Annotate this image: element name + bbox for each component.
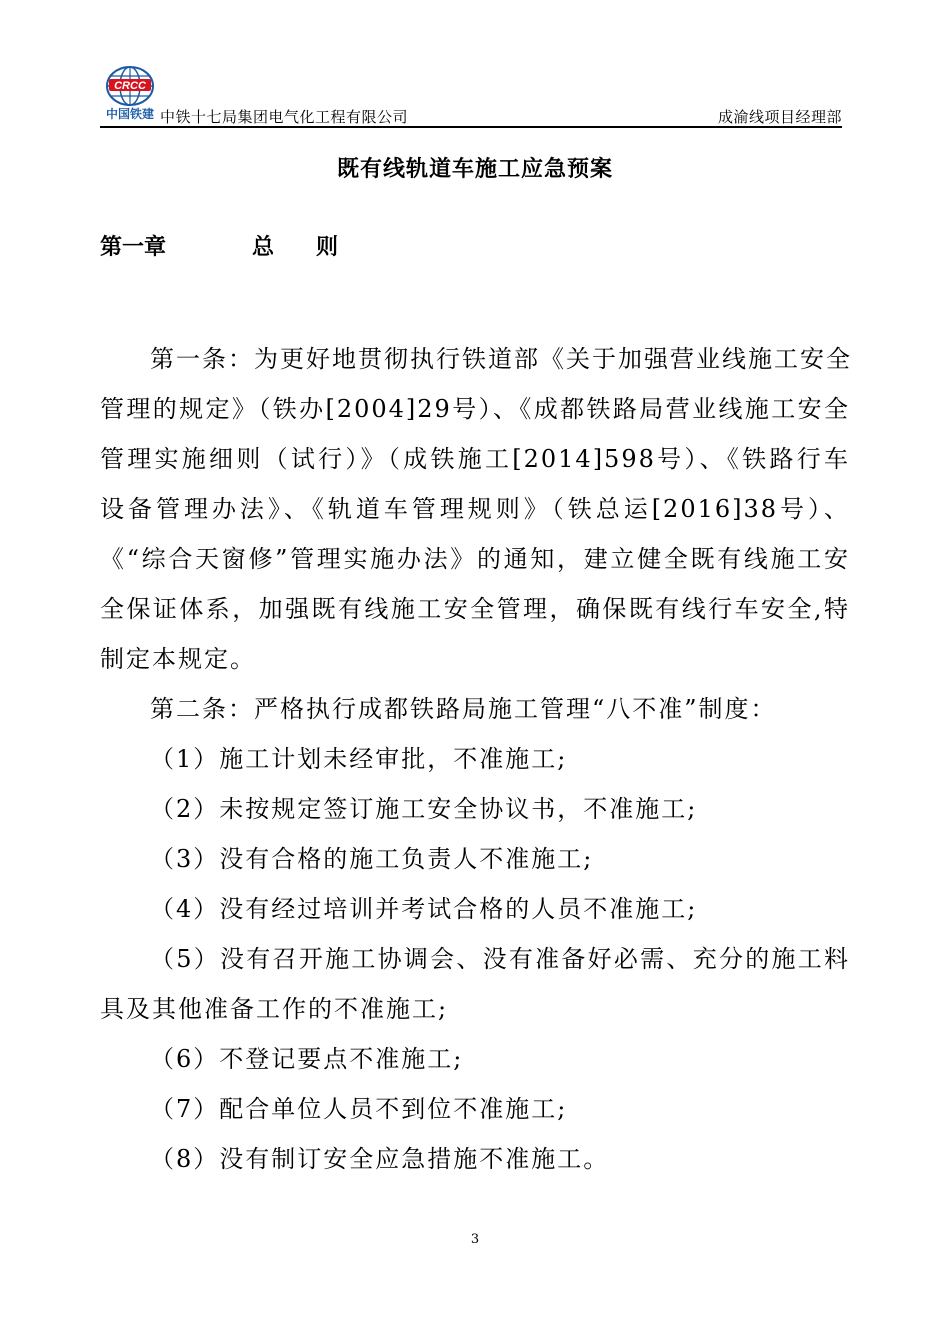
logo-text: 中国铁建 [105,107,155,121]
crcc-logo [100,66,162,122]
department-name: 成渝线项目经理部 [717,108,842,126]
paragraph-line: 第一条：为更好地贯彻执行铁道部《关于加强营业线施工安全 [150,345,852,373]
paragraph-line: 第二条：严格执行成都铁路局施工管理“八不准”制度： [150,695,777,723]
page-header [100,66,842,128]
paragraph-line: 全保证体系，加强既有线施工安全管理，确保既有线行车安全,特 [100,595,850,623]
list-item: （8）没有制订安全应急措施不准施工。 [150,1145,610,1173]
paragraph-line: 管理实施细则（试行）》（成铁施工[2014]598号）、《铁路行车 [100,445,850,473]
list-item: （6）不登记要点不准施工; [150,1045,464,1073]
chapter-number: 第一章 [100,235,167,260]
page-number: 3 [470,1232,480,1247]
document-title: 既有线轨道车施工应急预案 [336,157,613,182]
list-item: （2）未按规定签订施工安全协议书，不准施工; [150,795,698,823]
list-item-continued: 具及其他准备工作的不准施工; [100,995,449,1023]
chapter-heading [100,230,380,261]
list-item: （4）没有经过培训并考试合格的人员不准施工; [150,895,698,923]
header-divider [100,126,842,128]
list-item: （1）施工计划未经审批，不准施工; [150,745,568,773]
paragraph-line: 制定本规定。 [100,645,256,673]
chapter-name: 总则 [252,235,381,260]
globe-logo-icon [100,66,162,122]
list-item: （3）没有合格的施工负责人不准施工; [150,845,594,873]
company-name: 中铁十七局集团电气化工程有限公司 [160,108,409,126]
paragraph-line: 管理的规定》（铁办[2004]29号）、《成都铁路局营业线施工安全 [100,395,850,423]
list-item: （7）配合单位人员不到位不准施工; [150,1095,568,1123]
list-item: （5）没有召开施工协调会、没有准备好必需、充分的施工料 [150,945,850,973]
paragraph-line: 《“综合天窗修”管理实施办法》的通知，建立健全既有线施工安 [100,545,850,573]
document-body [100,334,850,1184]
paragraph-line: 设备管理办法》、《轨道车管理规则》（铁总运[2016]38号）、 [100,495,850,523]
logo-letters: CRCC [114,80,146,92]
